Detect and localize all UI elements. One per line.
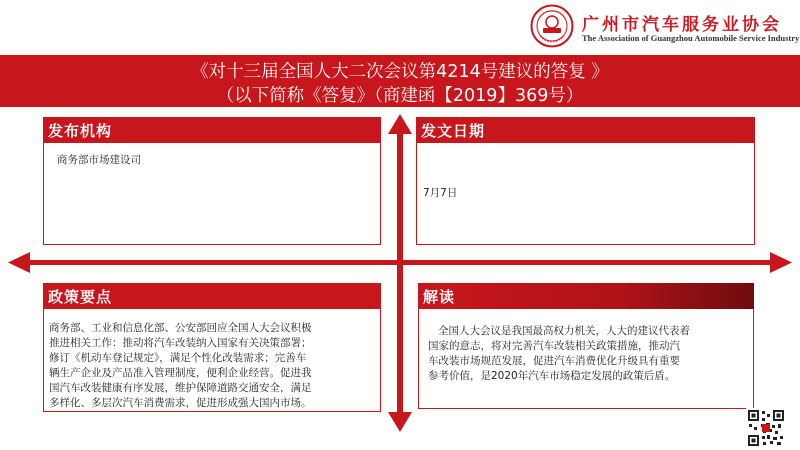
- title-banner: [0, 55, 800, 107]
- qr-code-icon: [746, 408, 786, 448]
- issuer-content: 商务部市场建设司: [57, 154, 141, 166]
- right-arrow-icon: [770, 252, 792, 273]
- analysis-label: 解读: [418, 283, 754, 309]
- policy-panel: [43, 283, 381, 412]
- left-arrow-icon: [8, 252, 30, 273]
- date-panel: [416, 117, 755, 245]
- policy-line: 多样化、多层次汽车消费需求，促进形成强大国内市场。: [49, 397, 312, 409]
- date-content: 7月7日: [423, 187, 458, 199]
- analysis-line: 参考价值，是2020年汽车市场稳定发展的政策后盾。: [428, 370, 676, 382]
- title-line-2: （以下简称《答复》（商建函【2019】369号）: [216, 86, 584, 106]
- analysis-line: 车改装市场规范发展，促进汽车消费优化升级具有重要: [428, 355, 680, 367]
- org-name-cn: 广州市汽车服务业协会: [582, 15, 782, 35]
- down-arrow-icon: [388, 412, 412, 432]
- analysis-panel: [418, 283, 754, 409]
- policy-line: 商务部、工业和信息化部、公安部回应全国人大会议积极: [49, 322, 312, 334]
- up-arrow-icon: [388, 114, 412, 134]
- association-seal-icon: [530, 4, 574, 48]
- analysis-line: 全国人大会议是我国最高权力机关，人大的建议代表着: [438, 325, 690, 337]
- issuer-panel: [43, 117, 381, 245]
- policy-content: [49, 321, 312, 411]
- date-label: 发文日期: [416, 117, 755, 143]
- policy-line: 国汽车改装健康有序发展，维护保障道路交通安全，满足: [49, 382, 312, 394]
- org-name-en: The Association of Guangzhou Automobile Service Industry: [582, 33, 800, 43]
- header-logo: [528, 4, 800, 48]
- policy-line: 修订《机动车登记规定》，满足个性化改装需求；完善车: [49, 352, 307, 364]
- policy-line: 推进相关工作：推动将汽车改装纳入国家有关决策部署；: [49, 337, 312, 349]
- title-line-1: 《对十三届全国人大二次会议第4214号建议的答复 》: [191, 62, 609, 82]
- analysis-line: 国家的意志，将对完善汽车改装相关政策措施，推动汽: [428, 340, 680, 352]
- policy-label: 政策要点: [43, 283, 381, 309]
- vertical-axis: [397, 128, 403, 418]
- analysis-content: [428, 324, 690, 384]
- policy-line: 辆生产企业及产品准入管理制度，便利企业经营。促进我: [49, 367, 312, 379]
- issuer-label: 发布机构: [43, 117, 381, 143]
